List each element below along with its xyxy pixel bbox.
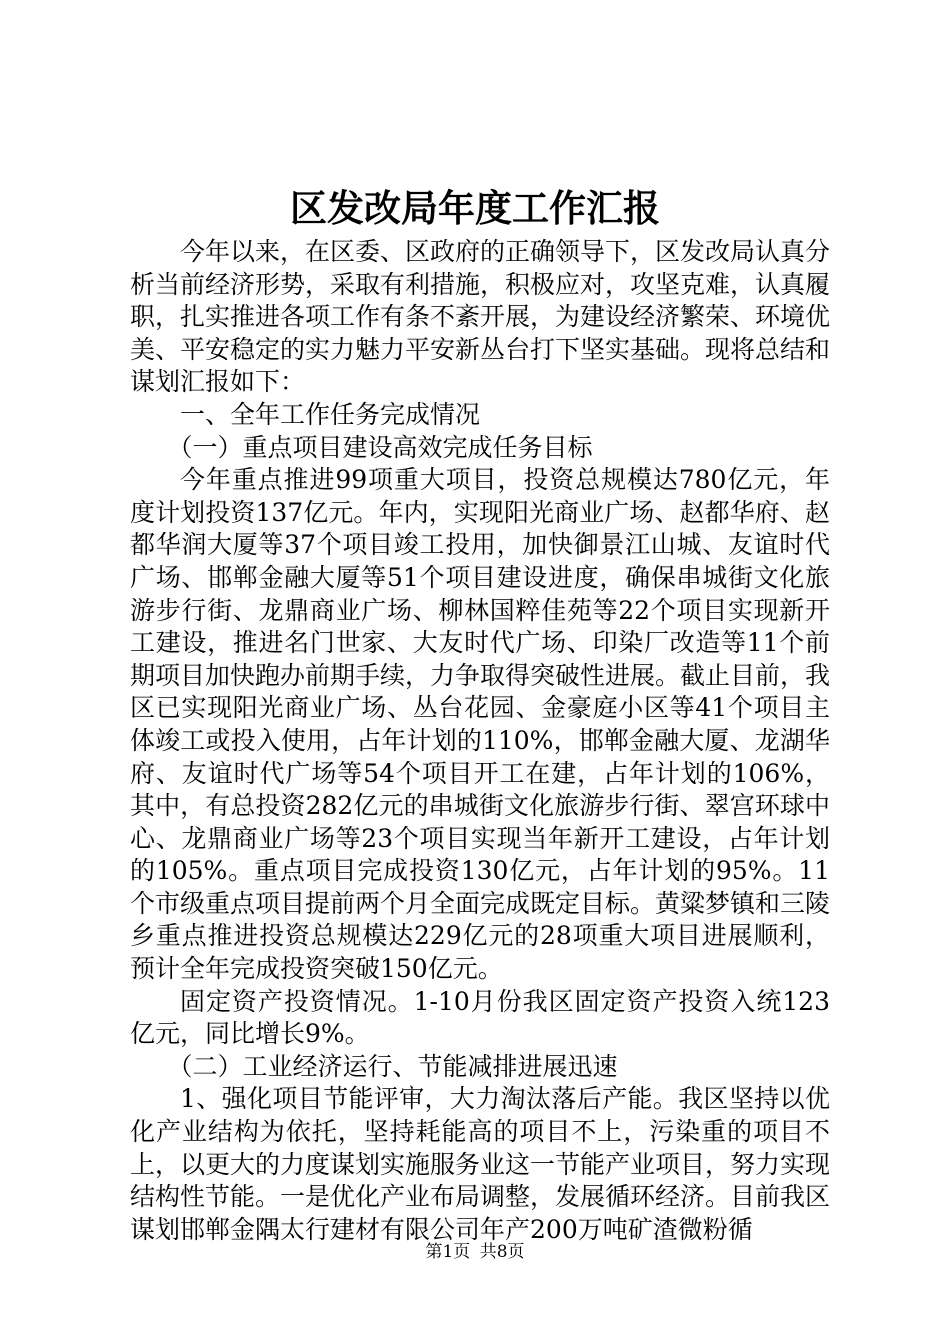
section-heading-1: 一、全年工作任务完成情况 [180,399,481,429]
page-footer [0,1240,950,1264]
intro-paragraph: 今年以来，在区委、区政府的正确领导下，区发改局认真分析当前经济形势，采取有利措施，积极应对，攻坚克难，认真履职，扎实推进各项工作有条不紊开展，为建设经济繁荣、环境优美、平安稳定的实力魅力平安新丛台打下坚实基础。现将总结和谋划汇报如下： [130,237,831,397]
document-title: 区发改局年度工作汇报 [290,186,660,230]
page-number: 第1页 [425,1242,471,1262]
subsection-heading-1: （一）重点项目建设高效完成任务目标 [167,432,593,462]
key-projects-paragraph: 今年重点推进99项重大项目，投资总规模达780亿元，年度计划投资137亿元。年内，实现阳光商业广场、赵都华府、赵都华润大厦等37个项目竣工投用，加快御景江山城、友谊时代广场、邯郸金融大厦等51个项目建设进度，确保串城街文化旅游步行街、龙鼎商业广场、柳林国粹佳苑等22个项目实现新开工建设，推进名门世家、大友时代广场、印染厂改造等11个前期项目加快跑办前期手续，力争取得突破性进展。截止目前，我区已实现阳光商业广场、丛台花园、金豪庭小区等41个项目主体竣工或投入使用，占年计划的110%，邯郸金融大厦、龙湖华府、友谊时代广场等54个项目开工在建，占年计划的106%，其中，有总投资282亿元的串城街文化旅游步行街、翠宫环球中心、龙鼎商业广场等23个项目实现当年新开工建设，占年计划的105%。重点项目完成投资130亿元，占年计划的95%。11个市级重点项目提前两个月全面完成既定目标。黄粱梦镇和三陵乡重点推进投资总规模达229亿元的28项重大项目进展顺利，预计全年完成投资突破150亿元。 [130,465,831,984]
fixed-asset-paragraph: 固定资产投资情况。1-10月份我区固定资产投资入统123亿元，同比增长9%。 [130,986,830,1049]
energy-saving-paragraph: 1、强化项目节能评审，大力淘汰落后产能。我区坚持以优化产业结构为依托，坚持耗能高的项目不上，污染重的项目不上，以更大的力度谋划实施服务业这一节能产业项目，努力实现结构性节能。一是优化产业布局调整，发展循环经济。目前我区谋划邯郸金隅太行建材有限公司年产200万吨矿渣微粉循 [130,1084,831,1244]
subsection-heading-2: （二）工业经济运行、节能减排进展迅速 [167,1051,618,1081]
document-body [130,236,830,1246]
page-total: 共8页 [479,1242,525,1262]
